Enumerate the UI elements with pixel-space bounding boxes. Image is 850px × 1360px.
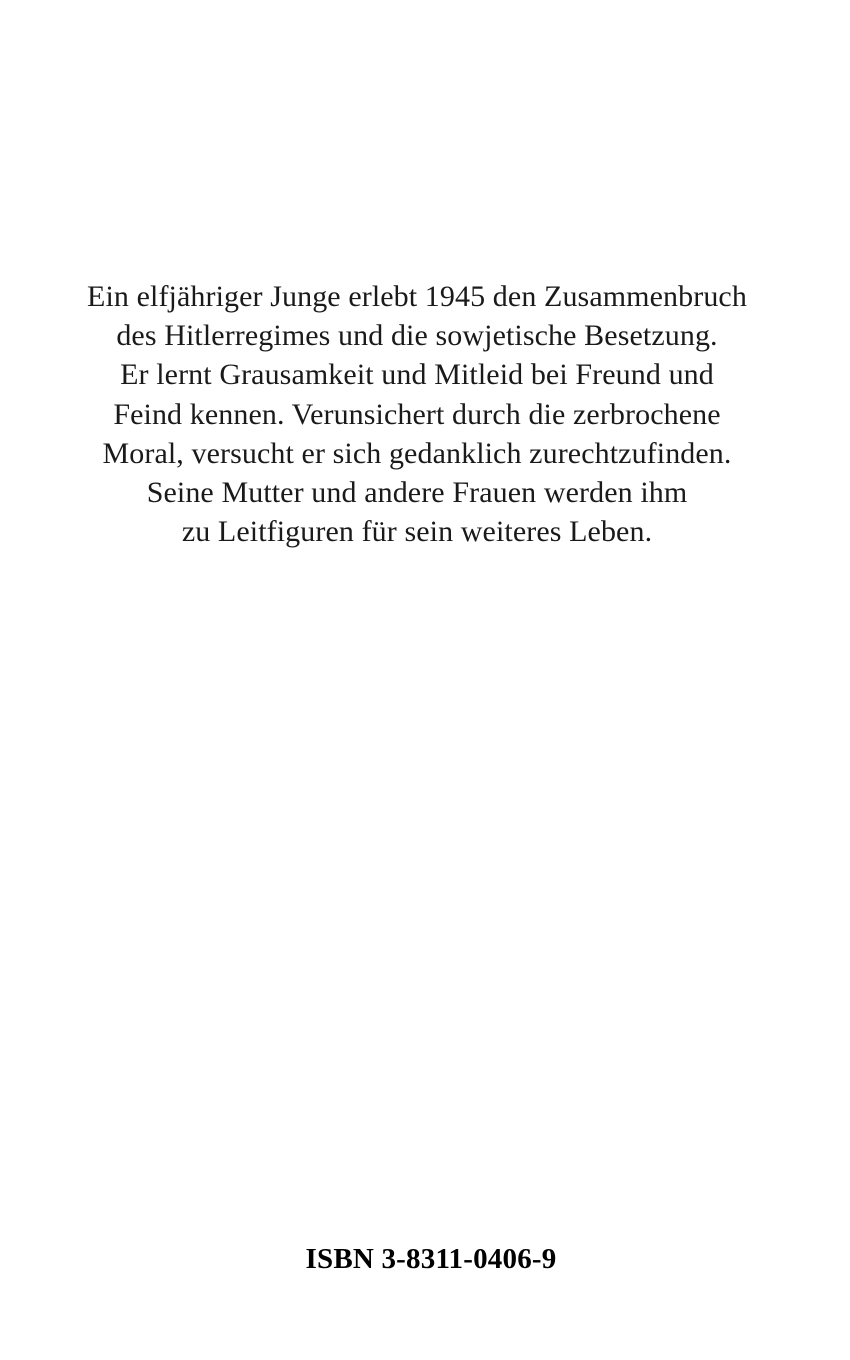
blurb-line: zu Leitfiguren für sein weiteres Leben.	[181, 515, 653, 549]
blurb-text	[0, 277, 834, 551]
blurb-line: Feind kennen. Verunsichert durch die zerbrochene	[113, 397, 721, 431]
blurb-line: Moral, versucht er sich gedanklich zurechtzufinden.	[102, 436, 732, 470]
blurb-line: Seine Mutter und andere Frauen werden ihm	[146, 476, 688, 510]
isbn-number: ISBN 3-8311-0406-9	[305, 1243, 557, 1275]
blurb-line: Ein elfjähriger Junge erlebt 1945 den Zusammenbruch	[87, 280, 747, 313]
blurb-line: des Hitlerregimes und die sowjetische Besetzung.	[116, 319, 718, 353]
blurb-line: Er lernt Grausamkeit und Mitleid bei Freund und	[120, 358, 714, 392]
